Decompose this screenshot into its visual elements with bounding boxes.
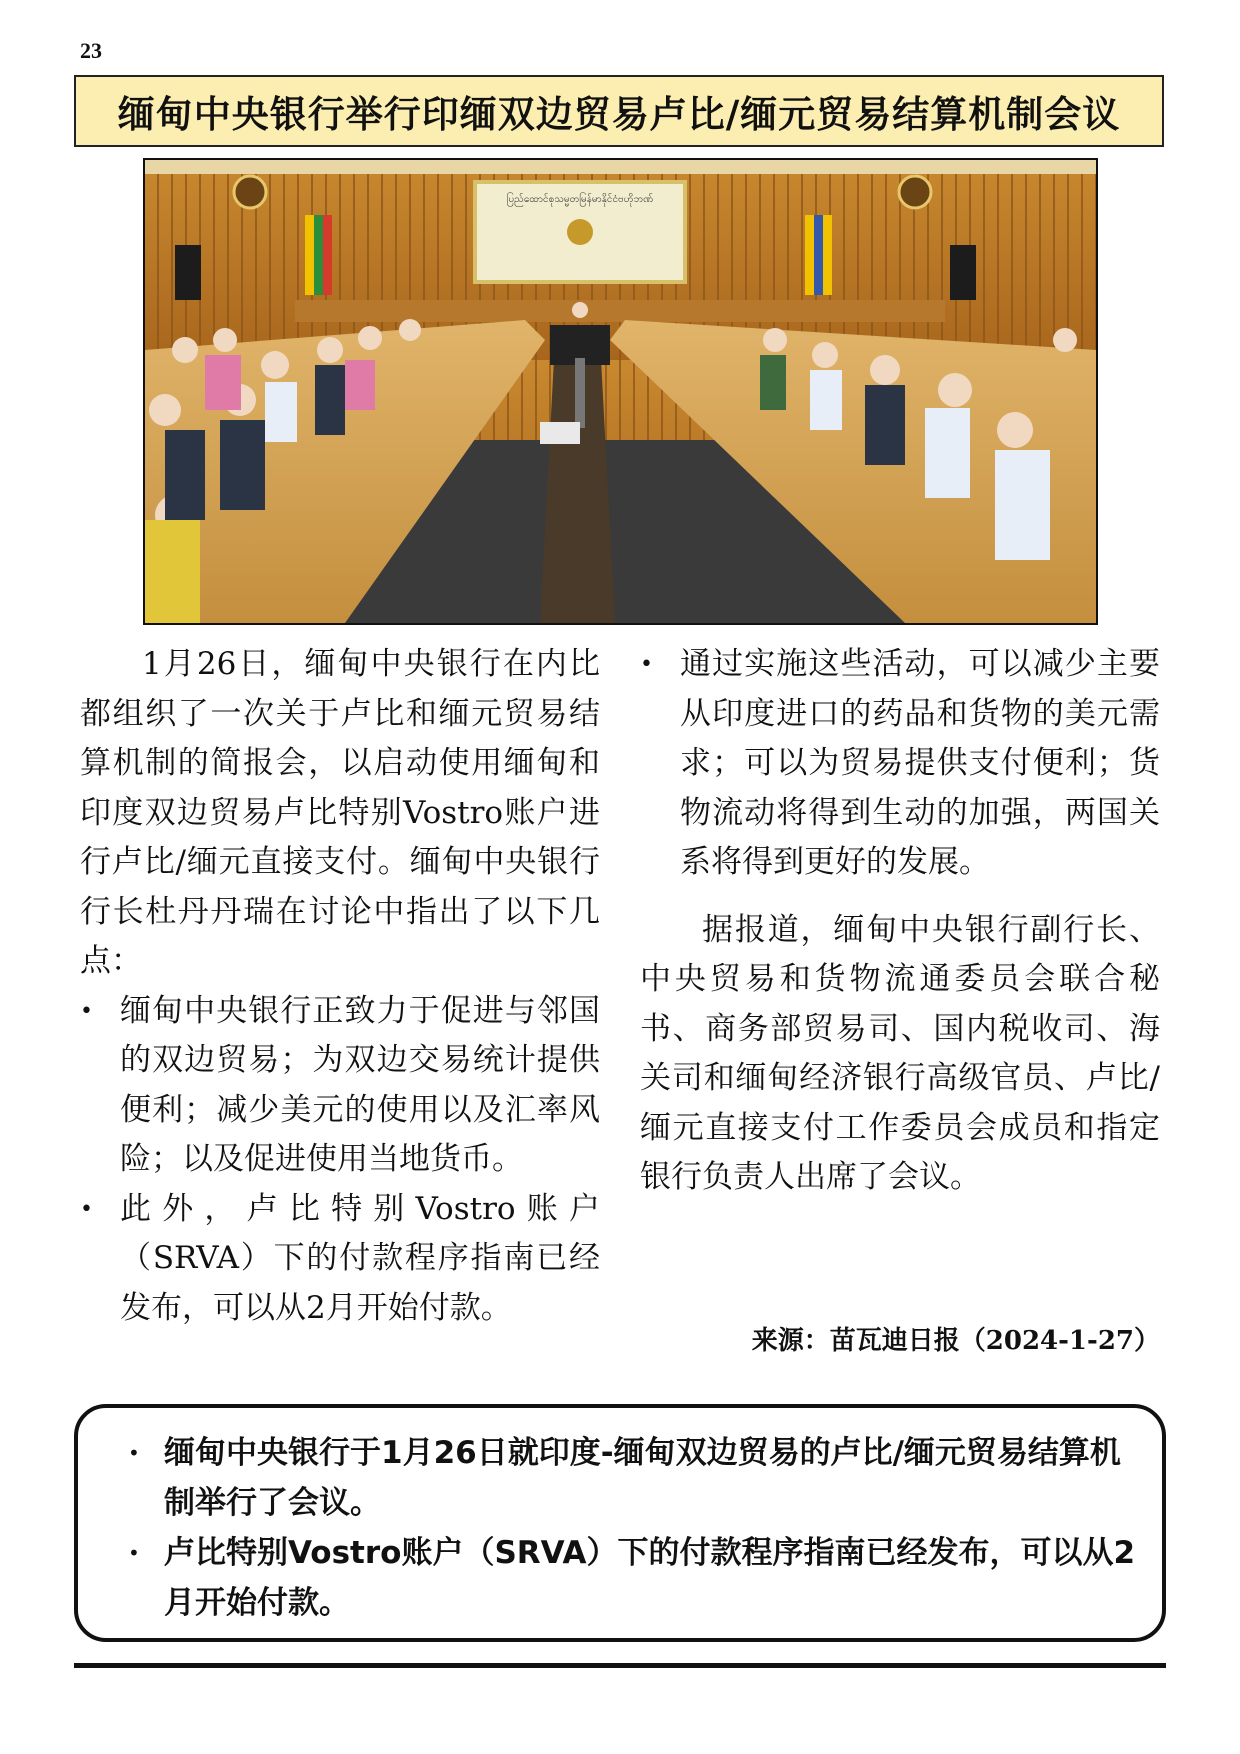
bullet-item: • 缅甸中央银行正致力于促进与邻国的双边贸易；为双边交易统计提供便利；减少美元的使用以及汇率风险；以及促进使用当地货币。 <box>80 987 600 1185</box>
bullet-item: • 此外，卢比特别Vostro账户（SRVA）下的付款程序指南已经发布，可以从2月开始付款。 <box>80 1185 600 1334</box>
photo-screen-text: ပြည်ထောင်စုသမ္မတမြန်မာနိုင်ငံဗဟိုဘဏ် <box>506 194 654 205</box>
page-number: 23 <box>80 38 102 63</box>
right-column <box>640 640 1160 1203</box>
summary-item: • 缅甸中央银行于1月26日就印度-缅甸双边贸易的卢比/缅元贸易结算机制举行了会议。 <box>128 1428 1142 1528</box>
bottom-divider <box>74 1663 1166 1668</box>
bullet-item: • 通过实施这些活动，可以减少主要从印度进口的药品和货物的美元需求；可以为贸易提供支付便利；货物流动将得到生动的加强，两国关系将得到更好的发展。 <box>640 640 1160 888</box>
source-citation: 来源：苗瓦迪日报（2024-1-27） <box>751 1326 1160 1356</box>
article-title-box <box>74 75 1164 147</box>
left-column <box>80 640 600 1333</box>
meeting-photo <box>143 158 1098 625</box>
attendance-paragraph: 据报道，缅甸中央银行副行长、中央贸易和货物流通委员会联合秘书、商务部贸易司、国内税收司、海关司和缅甸经济银行高级官员、卢比/缅元直接支付工作委员会成员和指定银行负责人出席了会议。 <box>640 911 1160 1195</box>
summary-item: • 卢比特别Vostro账户（SRVA）下的付款程序指南已经发布，可以从2月开始付款。 <box>128 1528 1142 1628</box>
summary-box <box>74 1404 1166 1642</box>
intro-paragraph: 1月26日，缅甸中央银行在内比都组织了一次关于卢比和缅元贸易结算机制的简报会，以启动使用缅甸和印度双边贸易卢比特别Vostro账户进行卢比/缅元直接支付。缅甸中央银行行长杜丹丹瑞在讨论中指出了以下几点： <box>80 646 600 979</box>
article-title: 缅甸中央银行举行印缅双边贸易卢比/缅元贸易结算机制会议 <box>117 93 1121 136</box>
